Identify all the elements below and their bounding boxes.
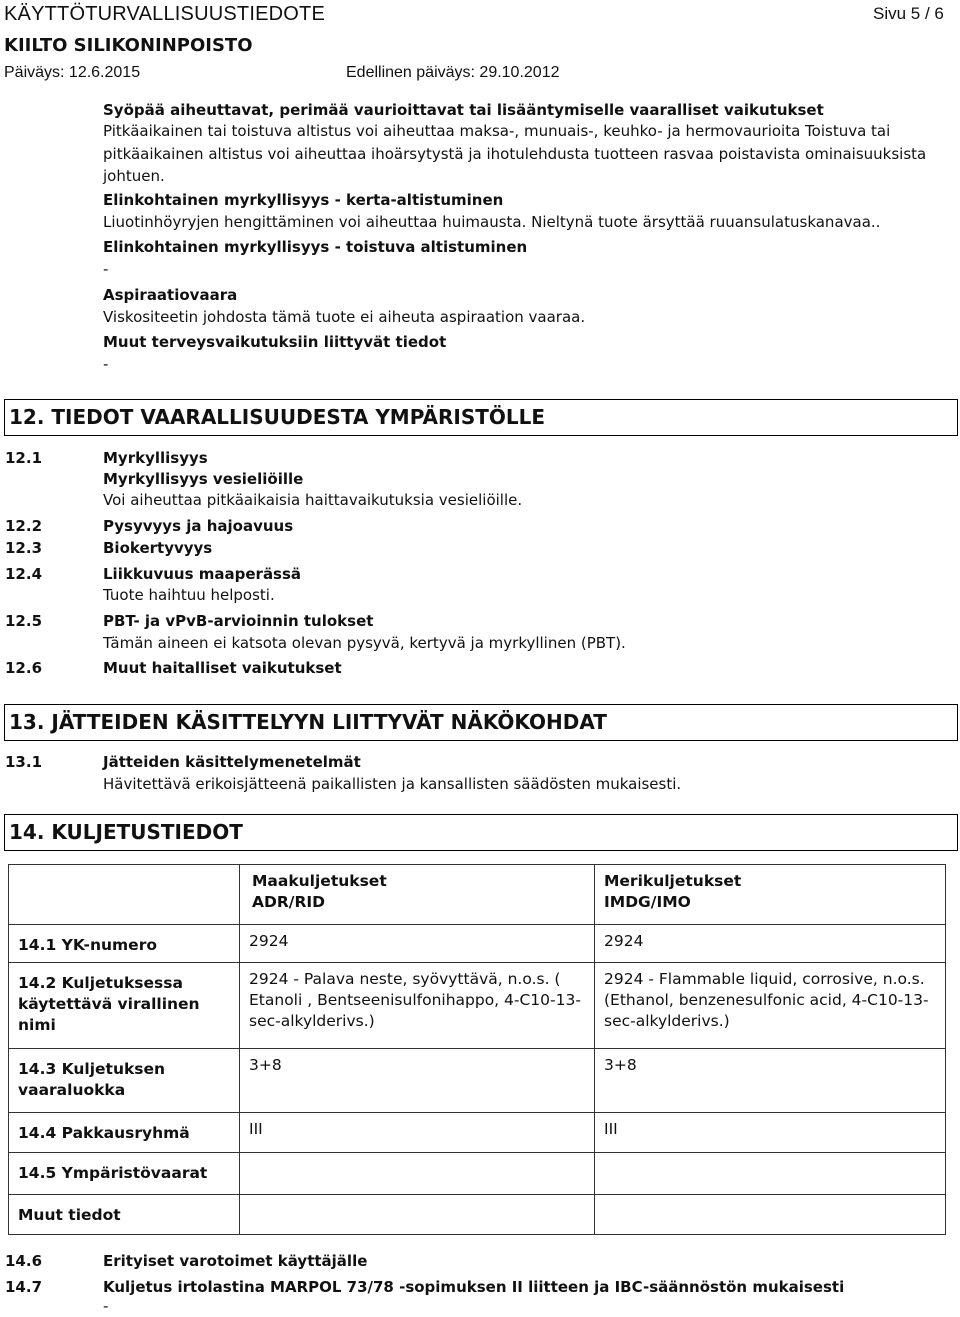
table-header-imdg — [595, 865, 946, 925]
cell-line: sec-alkylderivs.) — [604, 1012, 730, 1030]
aspiration-text: Viskositeetin johdosta tämä tuote ei aiheuta aspiraation vaaraa. — [103, 308, 586, 326]
table-cell — [595, 963, 946, 1049]
cell-line: 2924 - Palava neste, syövyttävä, n.o.s. ( — [249, 970, 561, 988]
subsection-number: 14.6 — [5, 1252, 43, 1270]
subsection-number: 12.3 — [5, 539, 43, 557]
carcinogenicity-text: pitkäaikainen altistus voi aiheuttaa ihoärsytystä ja ihotulehdusta tuotteen rasvaa poistavista ominaisuuksista — [103, 145, 927, 163]
table-cell: 2924 — [240, 925, 595, 963]
subsection-number: 14.7 — [5, 1278, 43, 1296]
mobility-text: Tuote haihtuu helposti. — [103, 586, 275, 604]
table-cell — [595, 1153, 946, 1195]
carcinogenicity-title: Syöpää aiheuttavat, perimää vaurioittavat tai lisääntymiselle vaaralliset vaikutukset — [103, 101, 824, 119]
table-cell — [240, 1153, 595, 1195]
table-row — [9, 865, 946, 925]
subsection-number: 12.1 — [5, 449, 43, 467]
previous-date: Edellinen päiväys: 29.10.2012 — [346, 64, 560, 81]
pbt-title: PBT- ja vPvB-arvioinnin tulokset — [103, 612, 374, 630]
table-header-adr — [240, 865, 595, 925]
subsection-number: 12.4 — [5, 565, 43, 583]
table-cell — [595, 1195, 946, 1235]
cell-line: Etanoli , Bentseenisulfonihappo, 4-C10-13- — [249, 991, 581, 1009]
product-name: KIILTO SILIKONINPOISTO — [4, 35, 253, 56]
mobility-title: Liikkuvuus maaperässä — [103, 565, 302, 583]
carcinogenicity-text: johtuen. — [103, 167, 165, 185]
table-row — [9, 1195, 946, 1235]
table-cell — [240, 1195, 595, 1235]
bulk-transport-text: - — [103, 1297, 109, 1315]
label-line: vaaraluokka — [18, 1081, 126, 1099]
table-row — [9, 925, 946, 963]
stot-repeat-text: - — [103, 260, 109, 278]
table-row — [9, 1153, 946, 1195]
stot-repeat-title: Elinkohtainen myrkyllisyys - toistuva altistuminen — [103, 238, 528, 256]
waste-treatment-title: Jätteiden käsittelymenetelmät — [103, 753, 361, 771]
row-label — [9, 963, 240, 1049]
user-precautions-title: Erityiset varotoimet käyttäjälle — [103, 1252, 368, 1270]
table-row — [9, 1113, 946, 1153]
toxicity-title: Myrkyllisyys — [103, 449, 208, 467]
table-cell: 2924 — [595, 925, 946, 963]
aquatic-toxicity-text: Voi aiheuttaa pitkäaikaisia haittavaikutuksia vesieliöille. — [103, 491, 523, 509]
cell-line: sec-alkylderivs.) — [249, 1012, 375, 1030]
table-cell — [9, 865, 240, 925]
label-line: 14.2 Kuljetuksessa — [18, 974, 183, 992]
pbt-text: Tämän aineen ei katsota olevan pysyvä, kertyvä ja myrkyllinen (PBT). — [103, 634, 626, 652]
waste-treatment-text: Hävitettävä erikoisjätteenä paikallisten ja kansallisten säädösten mukaisesti. — [103, 775, 682, 793]
stot-single-text: Liuotinhöyryjen hengittäminen voi aiheuttaa huimausta. Nieltynä tuote ärsyttää ruuansulatuskanavaa.. — [103, 213, 881, 231]
other-health-title: Muut terveysvaikutuksiin liittyvät tiedot — [103, 333, 447, 351]
subsection-number: 12.2 — [5, 517, 43, 535]
section-14-header: 14. KULJETUSTIEDOT — [4, 814, 958, 851]
row-label: 14.5 Ympäristövaarat — [9, 1153, 240, 1195]
cell-line: (Ethanol, benzenesulfonic acid, 4-C10-13- — [604, 991, 929, 1009]
carcinogenicity-text: Pitkäaikainen tai toistuva altistus voi aiheuttaa maksa-, munuais-, keuhko- ja hermovaurioita Toistuva tai — [103, 122, 891, 140]
column-header: Merikuljetukset — [604, 872, 742, 890]
table-cell: 3+8 — [240, 1049, 595, 1113]
subsection-number: 13.1 — [5, 753, 43, 771]
transport-table — [8, 864, 946, 1235]
stot-single-title: Elinkohtainen myrkyllisyys - kerta-altistuminen — [103, 191, 504, 209]
table-cell: 3+8 — [595, 1049, 946, 1113]
bulk-transport-title: Kuljetus irtolastina MARPOL 73/78 -sopimuksen II liitteen ja IBC-säännöstön mukaisesti — [103, 1278, 845, 1296]
column-header: ADR/RID — [252, 893, 326, 911]
other-health-text: - — [103, 355, 109, 373]
aquatic-toxicity-title: Myrkyllisyys vesieliöille — [103, 470, 304, 488]
section-12-header: 12. TIEDOT VAARALLISUUDESTA YMPÄRISTÖLLE — [4, 399, 958, 436]
row-label: 14.1 YK-numero — [9, 925, 240, 963]
persistence-title: Pysyvyys ja hajoavuus — [103, 517, 294, 535]
row-label — [9, 1049, 240, 1113]
label-line: 14.3 Kuljetuksen — [18, 1060, 166, 1078]
column-header: IMDG/IMO — [604, 893, 691, 911]
table-row — [9, 963, 946, 1049]
table-cell — [240, 963, 595, 1049]
document-type: KÄYTTÖTURVALLISUUSTIEDOTE — [4, 3, 325, 25]
table-cell: III — [240, 1113, 595, 1153]
column-header: Maakuljetukset — [252, 872, 387, 890]
other-effects-title: Muut haitalliset vaikutukset — [103, 659, 342, 677]
row-label: 14.4 Pakkausryhmä — [9, 1113, 240, 1153]
bioaccumulation-title: Biokertyvyys — [103, 539, 213, 557]
row-label: Muut tiedot — [9, 1195, 240, 1235]
page-number: Sivu 5 / 6 — [873, 4, 944, 23]
aspiration-title: Aspiraatiovaara — [103, 286, 238, 304]
subsection-number: 12.6 — [5, 659, 43, 677]
issue-date: Päiväys: 12.6.2015 — [4, 64, 141, 81]
label-line: nimi — [18, 1016, 56, 1034]
label-line: käytettävä virallinen — [18, 995, 200, 1013]
cell-line: 2924 - Flammable liquid, corrosive, n.o.s. — [604, 970, 925, 988]
table-cell: III — [595, 1113, 946, 1153]
subsection-number: 12.5 — [5, 612, 43, 630]
table-row — [9, 1049, 946, 1113]
section-13-header: 13. JÄTTEIDEN KÄSITTELYYN LIITTYVÄT NÄKÖKOHDAT — [4, 704, 958, 741]
